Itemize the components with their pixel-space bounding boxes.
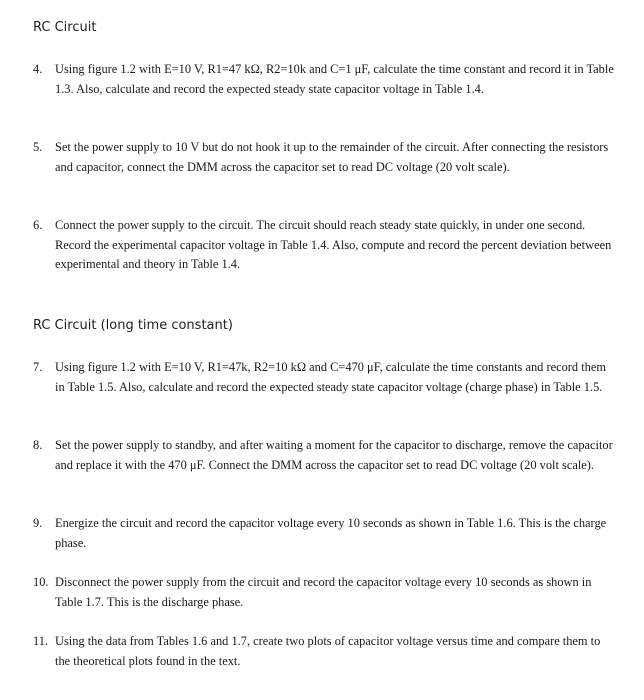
step-number: 6. [33,218,43,232]
step-7 [33,358,615,397]
step-number: 8. [33,438,43,452]
step-10 [33,573,615,612]
step-text: Using figure 1.2 with E=10 V, R1=47k, R2=10 kΩ and C=470 μF, calculate the time constants and record them in Table 1.5. Also, calculate and record the expected steady state capacitor voltage (charge phase) in Table 1.5. [55,360,606,394]
step-5 [33,138,615,177]
step-9 [33,514,615,553]
step-number: 4. [33,62,43,76]
step-number: 5. [33,140,43,154]
step-text: Using the data from Tables 1.6 and 1.7, create two plots of capacitor voltage versus time and compare them to the theoretical plots found in the text. [55,634,601,668]
step-8 [33,436,615,475]
step-text: Set the power supply to 10 V but do not hook it up to the remainder of the circuit. After connecting the resistors and capacitor, connect the DMM across the capacitor set to read DC voltage (20 volt scale). [55,140,609,174]
step-4 [33,60,615,99]
step-text: Disconnect the power supply from the circuit and record the capacitor voltage every 10 seconds as shown in Table 1.7. This is the discharge phase. [55,575,592,609]
step-text: Energize the circuit and record the capacitor voltage every 10 seconds as shown in Table 1.6. This is the charge phase. [55,516,607,550]
step-number: 10. [33,575,49,589]
section-heading-rc-circuit: RC Circuit [33,20,97,35]
step-number: 9. [33,516,43,530]
section-heading-rc-circuit-long: RC Circuit (long time constant) [33,318,233,333]
step-11 [33,632,615,671]
step-number: 11. [33,634,49,648]
step-text: Connect the power supply to the circuit. The circuit should reach steady state quickly, in under one second. Record the experimental capacitor voltage in Table 1.4. Also, compute and record the percent deviation between experimental and theory in Table 1.4. [55,218,612,271]
step-number: 7. [33,360,43,374]
step-text: Set the power supply to standby, and after waiting a moment for the capacitor to discharge, remove the capacitor and replace it with the 470 μF. Connect the DMM across the capacitor set to read DC voltage (20 volt scale). [55,438,613,472]
step-6 [33,216,615,275]
step-text: Using figure 1.2 with E=10 V, R1=47 kΩ, R2=10k and C=1 μF, calculate the time constant and record it in Table 1.3. Also, calculate and record the expected steady state capacitor voltage in Table 1.4. [55,62,614,96]
